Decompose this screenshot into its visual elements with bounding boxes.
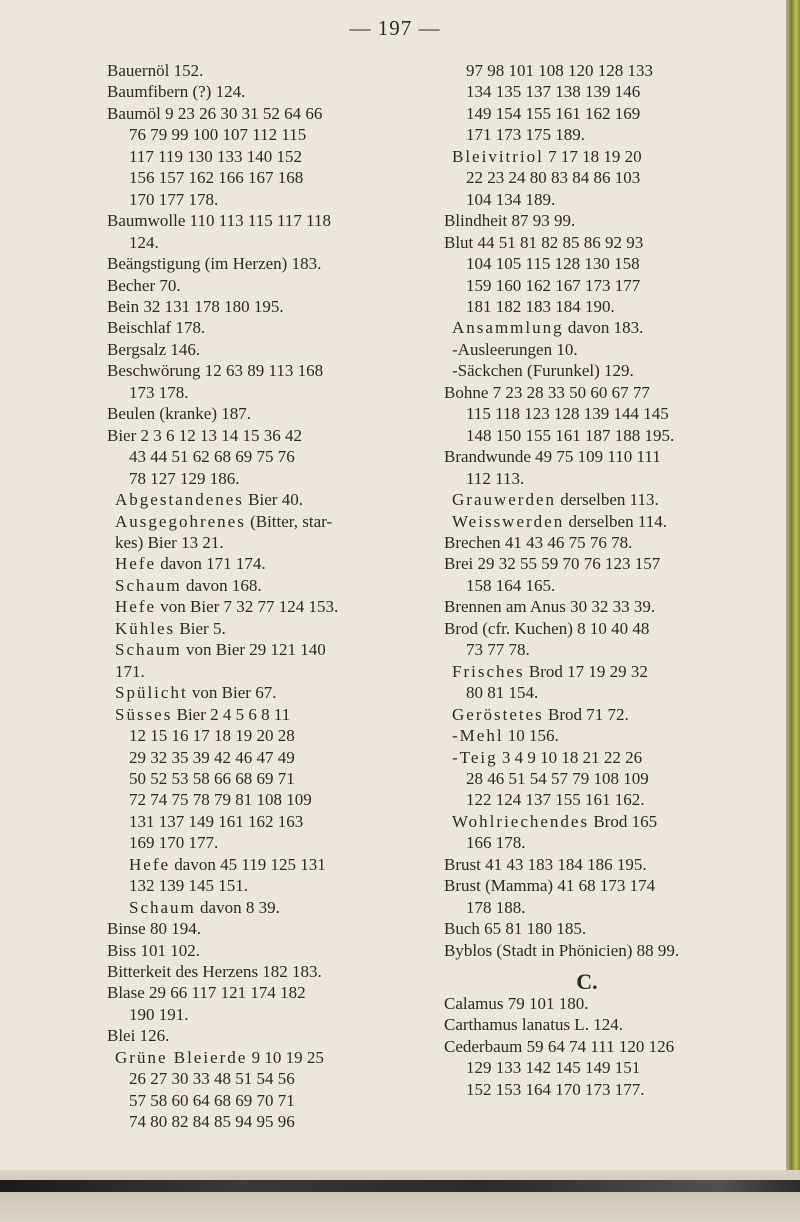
index-entry-line: 169 170 177. bbox=[129, 833, 219, 853]
index-entry-line: Brei 29 32 55 59 70 76 123 157 bbox=[444, 554, 661, 574]
index-entry-line bbox=[444, 811, 770, 832]
index-entry-line: Blut 44 51 81 82 85 86 92 93 bbox=[444, 232, 644, 252]
index-entry bbox=[107, 982, 437, 1025]
spaced-term: Frisches bbox=[452, 661, 525, 681]
index-entry-line: 29 32 35 39 42 46 47 49 bbox=[129, 747, 295, 767]
index-entry-line: Brust (Mamma) 41 68 173 174 bbox=[444, 876, 656, 896]
index-entry-line: Bergsalz 146. bbox=[107, 339, 201, 359]
index-entry-line: Brandwunde 49 75 109 110 111 bbox=[444, 447, 661, 467]
index-entry-line: 173 178. bbox=[129, 382, 189, 402]
term-references: von Bier 29 121 140 bbox=[181, 640, 326, 660]
index-entry bbox=[444, 446, 770, 489]
index-entry-line: Beängstigung (im Herzen) 183. bbox=[107, 254, 322, 274]
index-entry-line: Baumfibern (?) 124. bbox=[107, 82, 246, 102]
term-references: Bier 40. bbox=[243, 490, 303, 510]
index-entry-line bbox=[107, 596, 437, 617]
index-entry-line: Bauernöl 152. bbox=[107, 61, 204, 80]
spaced-term: Grüne Bleierde bbox=[115, 1047, 248, 1067]
index-entry bbox=[107, 575, 437, 596]
index-entry-line: 171 173 175 189. bbox=[466, 125, 585, 145]
index-entry bbox=[444, 317, 770, 338]
term-references: Brod 71 72. bbox=[543, 704, 629, 724]
index-entry bbox=[107, 489, 437, 510]
index-entry bbox=[107, 317, 437, 338]
spaced-term: Bleivitriol bbox=[452, 146, 544, 166]
term-references: 10 156. bbox=[503, 726, 559, 746]
index-entry-line: 134 135 137 138 139 146 bbox=[466, 82, 641, 102]
term-references: (Bitter, star- bbox=[245, 511, 333, 531]
index-entry-line: 122 124 137 155 161 162. bbox=[466, 790, 645, 810]
index-entry-line: 74 80 82 84 85 94 95 96 bbox=[129, 1112, 295, 1132]
index-entry-line: 149 154 155 161 162 169 bbox=[466, 103, 641, 123]
index-entry-line: 80 81 154. bbox=[466, 683, 539, 703]
index-entry-line: Becher 70. bbox=[107, 275, 181, 295]
index-entry-line bbox=[444, 511, 770, 532]
index-entry bbox=[107, 854, 437, 897]
index-entry-line: 171. bbox=[115, 661, 145, 681]
index-entry bbox=[107, 103, 437, 210]
index-entry-line: 181 182 183 184 190. bbox=[466, 296, 615, 316]
term-references: Bier 5. bbox=[175, 618, 226, 638]
index-entry-line: 104 105 115 128 130 158 bbox=[466, 254, 640, 274]
index-entry-line bbox=[107, 704, 437, 725]
spaced-term: Schaum bbox=[129, 897, 196, 917]
index-entry bbox=[444, 875, 770, 918]
index-entry-line: Brennen am Anus 30 32 33 39. bbox=[444, 597, 656, 617]
term-references: von Bier 67. bbox=[187, 683, 277, 703]
spaced-term: Ansammlung bbox=[452, 318, 564, 338]
index-entry bbox=[444, 146, 770, 210]
index-entry bbox=[444, 1036, 770, 1100]
index-entry-line: Blase 29 66 117 121 174 182 bbox=[107, 983, 306, 1003]
index-entry-line bbox=[444, 747, 770, 768]
index-entry-line bbox=[107, 682, 437, 703]
index-entry-line: 76 79 99 100 107 112 115 bbox=[129, 125, 307, 145]
index-entry bbox=[444, 918, 770, 939]
index-entry bbox=[107, 81, 437, 102]
page-edge-shadow bbox=[786, 0, 800, 1222]
index-entry-line: Biss 101 102. bbox=[107, 940, 201, 960]
index-entry-line: Byblos (Stadt in Phönicien) 88 99. bbox=[444, 940, 680, 960]
index-entry bbox=[107, 360, 437, 403]
index-entry-line: Baumwolle 110 113 115 117 118 bbox=[107, 211, 331, 231]
index-entry-line: Buch 65 81 180 185. bbox=[444, 919, 587, 939]
spaced-term: Süsses bbox=[115, 704, 173, 724]
page-number: — 197 — bbox=[349, 16, 441, 40]
index-entry-line: 132 139 145 151. bbox=[129, 876, 248, 896]
index-entry-line: kes) Bier 13 21. bbox=[115, 532, 224, 552]
index-entry-line: Binse 80 194. bbox=[107, 919, 201, 939]
index-entry bbox=[444, 382, 770, 446]
index-entry-line: -Säckchen (Furunkel) 129. bbox=[452, 361, 634, 381]
index-entry-line: 178 188. bbox=[466, 897, 526, 917]
index-entry-line: 26 27 30 33 48 51 54 56 bbox=[129, 1069, 295, 1089]
index-entry bbox=[444, 704, 770, 725]
index-entry bbox=[444, 553, 770, 596]
index-entry-line bbox=[107, 553, 437, 574]
spaced-term: Hefe bbox=[115, 597, 157, 617]
scan-dark-strip bbox=[0, 1180, 800, 1192]
index-entry-line bbox=[444, 661, 770, 682]
index-entry-line: Brust 41 43 183 184 186 195. bbox=[444, 854, 647, 874]
index-entry-line: 28 46 51 54 57 79 108 109 bbox=[466, 768, 649, 788]
index-entry-line: 190 191. bbox=[129, 1004, 189, 1024]
page-bottom-scan-band bbox=[0, 1170, 800, 1222]
index-entry bbox=[107, 296, 437, 317]
index-entry bbox=[107, 425, 437, 489]
index-entry-line: Brod (cfr. Kuchen) 8 10 40 48 bbox=[444, 618, 650, 638]
index-entry-line: 43 44 51 62 68 69 75 76 bbox=[129, 447, 295, 467]
term-references: davon 8 39. bbox=[195, 897, 280, 917]
index-entry-line bbox=[107, 1047, 437, 1068]
index-column-left bbox=[107, 60, 437, 1133]
index-entry-line: Baumöl 9 23 26 30 31 52 64 66 bbox=[107, 103, 323, 123]
index-entry bbox=[444, 60, 770, 146]
term-references: 9 10 19 25 bbox=[247, 1047, 324, 1067]
index-entry-line: 158 164 165. bbox=[466, 575, 556, 595]
spaced-term: Wohlriechendes bbox=[452, 811, 590, 831]
index-entry bbox=[444, 940, 770, 961]
term-references: derselben 114. bbox=[564, 511, 667, 531]
index-entry-line: Bitterkeit des Herzens 182 183. bbox=[107, 962, 322, 982]
index-entry-line: 156 157 162 166 167 168 bbox=[129, 168, 304, 188]
spaced-term: Grauwerden bbox=[452, 490, 557, 510]
index-entry-line: Beulen (kranke) 187. bbox=[107, 404, 251, 424]
index-entry-line: 112 113. bbox=[466, 468, 525, 488]
index-entry-line bbox=[107, 511, 437, 532]
index-entry bbox=[107, 60, 437, 81]
index-entry-line: Beschwörung 12 63 89 113 168 bbox=[107, 361, 324, 381]
index-entry-line bbox=[107, 575, 437, 596]
index-entry bbox=[107, 897, 437, 918]
index-entry bbox=[444, 747, 770, 811]
index-entry-line: Brechen 41 43 46 75 76 78. bbox=[444, 532, 633, 552]
index-entry bbox=[107, 918, 437, 939]
index-entry-line bbox=[444, 704, 770, 725]
spaced-term: Schaum bbox=[115, 640, 182, 660]
index-entry-line: 148 150 155 161 187 188 195. bbox=[466, 425, 675, 445]
spaced-term: Weisswerden bbox=[452, 511, 565, 531]
term-references: derselben 113. bbox=[556, 490, 659, 510]
term-references: Bier 2 4 5 6 8 11 bbox=[172, 704, 291, 724]
index-entry-line bbox=[107, 897, 437, 918]
index-entry-line: 73 77 78. bbox=[466, 640, 530, 660]
index-entry-line: 57 58 60 64 68 69 70 71 bbox=[129, 1090, 295, 1110]
index-entry-line: 170 177 178. bbox=[129, 189, 219, 209]
term-references: davon 168. bbox=[181, 575, 262, 595]
index-entry-line: Cederbaum 59 64 74 111 120 126 bbox=[444, 1036, 675, 1056]
index-entry bbox=[444, 618, 770, 661]
index-entry-line: Carthamus lanatus L. 124. bbox=[444, 1015, 623, 1035]
section-letter-c: C. bbox=[576, 969, 598, 995]
index-entry bbox=[107, 596, 437, 617]
index-entry-line bbox=[107, 854, 437, 875]
term-references: 3 4 9 10 18 21 22 26 bbox=[497, 747, 643, 767]
term-references: Brod 17 19 29 32 bbox=[524, 661, 648, 681]
index-entry-line bbox=[444, 317, 770, 338]
spaced-term: Kühles bbox=[115, 618, 176, 638]
index-entry bbox=[107, 553, 437, 574]
index-entry bbox=[444, 725, 770, 746]
index-entry bbox=[107, 253, 437, 274]
index-entry bbox=[107, 339, 437, 360]
index-entry bbox=[107, 210, 437, 253]
index-entry-line bbox=[444, 725, 770, 746]
index-entry bbox=[444, 511, 770, 532]
term-references: Brod 165 bbox=[589, 811, 658, 831]
index-entry-line: 104 134 189. bbox=[466, 189, 556, 209]
index-entry-line: 129 133 142 145 149 151 bbox=[466, 1058, 641, 1078]
index-entry-line: -Ausleerungen 10. bbox=[452, 339, 578, 359]
index-entry-line: Bohne 7 23 28 33 50 60 67 77 bbox=[444, 382, 650, 402]
index-entry bbox=[107, 1047, 437, 1133]
index-entry bbox=[107, 961, 437, 982]
index-entry bbox=[107, 511, 437, 554]
index-entry-line: 72 74 75 78 79 81 108 109 bbox=[129, 790, 312, 810]
index-entry bbox=[444, 360, 770, 381]
spaced-term: -Mehl bbox=[452, 726, 504, 746]
spaced-term: Schaum bbox=[115, 575, 182, 595]
index-entry bbox=[444, 232, 770, 318]
index-entry-line: Bier 2 3 6 12 13 14 15 36 42 bbox=[107, 425, 303, 445]
index-entry bbox=[107, 275, 437, 296]
index-entry bbox=[444, 993, 770, 1014]
spaced-term: Geröstetes bbox=[452, 704, 544, 724]
index-entry bbox=[444, 854, 770, 875]
index-entry-line: 22 23 24 80 83 84 86 103 bbox=[466, 168, 641, 188]
index-entry-line bbox=[444, 489, 770, 510]
index-entry bbox=[107, 403, 437, 424]
index-entry-line: 117 119 130 133 140 152 bbox=[129, 146, 302, 166]
index-entry-line: 97 98 101 108 120 128 133 bbox=[466, 61, 653, 80]
index-entry bbox=[444, 532, 770, 553]
term-references: davon 45 119 125 131 bbox=[170, 854, 326, 874]
term-references: von Bier 7 32 77 124 153. bbox=[156, 597, 339, 617]
index-entry-line bbox=[107, 618, 437, 639]
index-entry-line bbox=[444, 146, 770, 167]
index-column-right bbox=[444, 60, 770, 1100]
index-entry-line: Blei 126. bbox=[107, 1026, 170, 1046]
index-entry-line: 166 178. bbox=[466, 833, 526, 853]
index-entry-line: 124. bbox=[129, 232, 159, 252]
term-references: davon 183. bbox=[563, 318, 644, 338]
index-entry-line: 50 52 53 58 66 68 69 71 bbox=[129, 768, 295, 788]
spaced-term: Ausgegohrenes bbox=[115, 511, 246, 531]
index-entry bbox=[444, 1014, 770, 1035]
index-entry bbox=[107, 704, 437, 854]
spaced-term: -Teig bbox=[452, 747, 498, 767]
index-entry-line: 159 160 162 167 173 177 bbox=[466, 275, 641, 295]
index-entry-line: 12 15 16 17 18 19 20 28 bbox=[129, 726, 295, 746]
spaced-term: Abgestandenes bbox=[115, 490, 244, 510]
term-references: davon 171 174. bbox=[156, 554, 266, 574]
index-entry-line bbox=[107, 489, 437, 510]
index-entry bbox=[107, 639, 437, 682]
spaced-term: Spülicht bbox=[115, 683, 188, 703]
index-entry-line bbox=[107, 639, 437, 660]
spaced-term: Hefe bbox=[115, 554, 157, 574]
index-entry bbox=[107, 940, 437, 961]
index-entry-line: 115 118 123 128 139 144 145 bbox=[466, 404, 669, 424]
index-entry-line: 152 153 164 170 173 177. bbox=[466, 1079, 645, 1099]
index-entry-line: Calamus 79 101 180. bbox=[444, 994, 589, 1014]
index-entry bbox=[107, 1025, 437, 1046]
index-entry bbox=[107, 682, 437, 703]
index-entry bbox=[444, 210, 770, 231]
index-entry bbox=[444, 339, 770, 360]
index-entry bbox=[107, 618, 437, 639]
index-entry-line: Bein 32 131 178 180 195. bbox=[107, 296, 284, 316]
index-entry-line: 131 137 149 161 162 163 bbox=[129, 811, 304, 831]
index-entry-line: Blindheit 87 93 99. bbox=[444, 211, 576, 231]
index-entry-line: 78 127 129 186. bbox=[129, 468, 240, 488]
spaced-term: Hefe bbox=[129, 854, 171, 874]
index-entry bbox=[444, 661, 770, 704]
index-entry bbox=[444, 596, 770, 617]
index-entry bbox=[444, 811, 770, 854]
term-references: 7 17 18 19 20 bbox=[543, 146, 642, 166]
index-entry-line: Beischlaf 178. bbox=[107, 318, 206, 338]
index-entry bbox=[444, 489, 770, 510]
